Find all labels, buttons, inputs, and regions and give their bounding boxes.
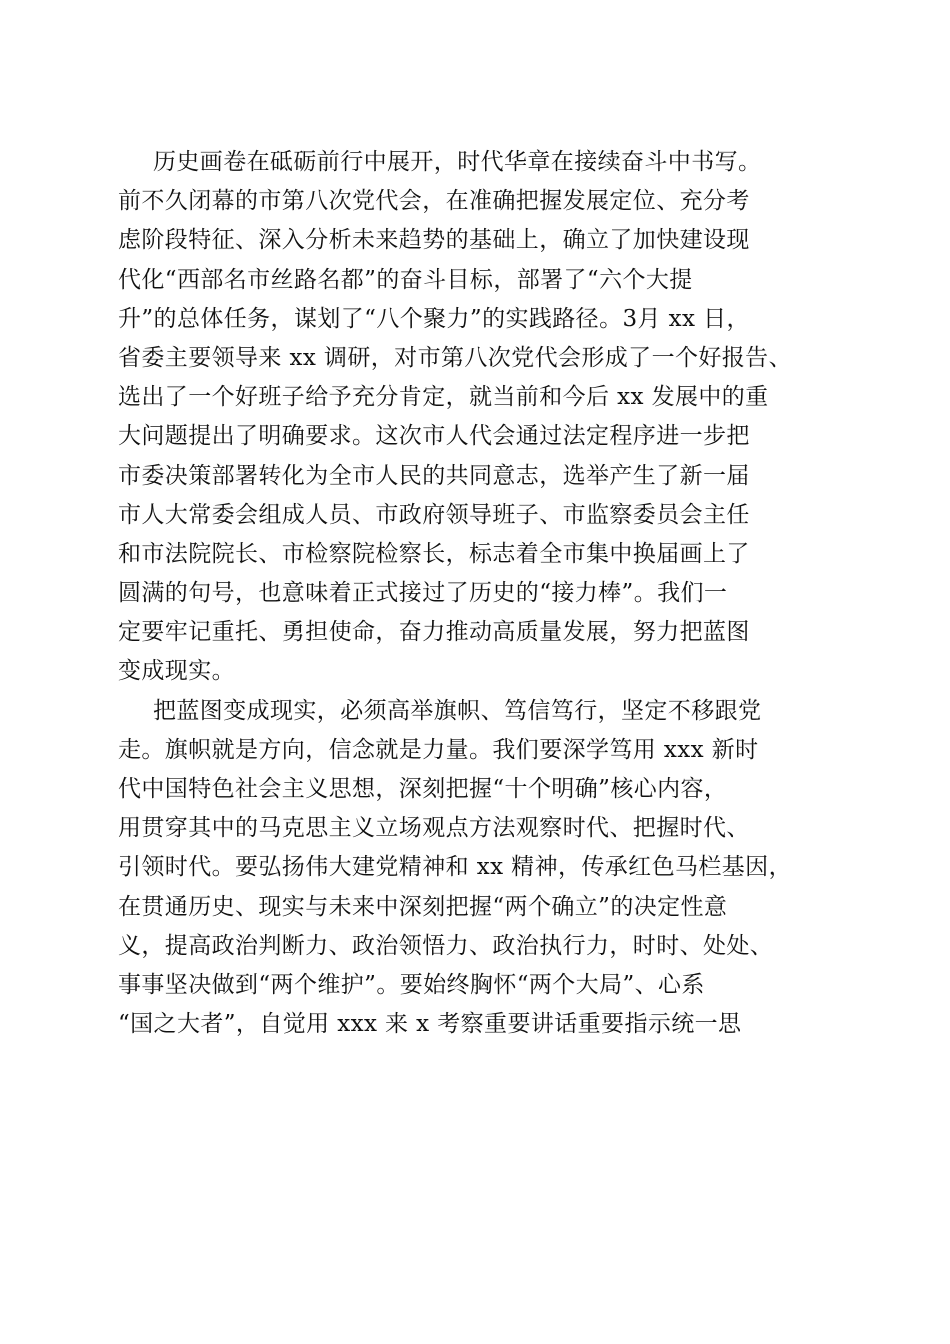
text-line: 把蓝图变成现实，必须高举旗帜、笃信笃行，坚定不移跟党 xyxy=(153,697,762,724)
text-line: 升”的总体任务，谋划了“八个聚力”的实践路径。3月 xx 日， xyxy=(118,305,750,332)
text-line: 圆满的句号，也意味着正式接过了历史的“接力棒”。我们一 xyxy=(118,580,728,607)
text-line: 历史画卷在砥砺前行中展开，时代华章在接续奋斗中书写。 xyxy=(153,149,762,175)
text-line: 省委主要领导来 xx 调研，对市第八次党代会形成了一个好报告、 xyxy=(118,344,792,371)
document-body xyxy=(118,143,838,1044)
text-line: 选出了一个好班子给予充分肯定，就当前和今后 xx 发展中的重 xyxy=(118,384,769,411)
paragraph xyxy=(118,692,838,1045)
text-line: 大问题提出了明确要求。这次市人代会通过法定程序进一步把 xyxy=(118,423,750,450)
text-line: 前不久闭幕的市第八次党代会，在准确把握发展定位、充分考 xyxy=(118,188,750,215)
text-line: 代化“西部名市丝路名都”的奋斗目标，部署了“六个大提 xyxy=(118,266,693,293)
paragraph xyxy=(118,143,838,692)
text-line: 虑阶段特征、深入分析未来趋势的基础上，确立了加快建设现 xyxy=(118,227,750,254)
text-line: 用贯穿其中的马克思主义立场观点方法观察时代、把握时代、 xyxy=(118,815,750,842)
text-line: 市委决策部署转化为全市人民的共同意志，选举产生了新一届 xyxy=(118,462,750,489)
text-line: 市人大常委会组成人员、市政府领导班子、市监察委员会主任 xyxy=(118,501,750,528)
text-line: 在贯通历史、现实与未来中深刻把握“两个确立”的决定性意 xyxy=(118,893,728,920)
text-line: 引领时代。要弘扬伟大建党精神和 xx 精神，传承红色马栏基因， xyxy=(118,854,792,881)
text-line: 走。旗帜就是方向，信念就是力量。我们要深学笃用 xxx 新时 xyxy=(118,736,759,763)
text-line: 和市法院院长、市检察院检察长，标志着全市集中换届画上了 xyxy=(118,540,750,567)
text-line: 义，提高政治判断力、政治领悟力、政治执行力，时时、处处、 xyxy=(118,932,774,959)
text-line: “国之大者”，自觉用 xxx 来 x 考察重要讲话重要指示统一思 xyxy=(118,1011,742,1038)
text-line: 定要牢记重托、勇担使命，奋力推动高质量发展，努力把蓝图 xyxy=(118,619,750,646)
text-line: 事事坚决做到“两个维护”。要始终胸怀“两个大局”、心系 xyxy=(118,971,705,998)
text-line: 代中国特色社会主义思想，深刻把握“十个明确”核心内容， xyxy=(118,776,728,802)
text-line: 变成现实。 xyxy=(118,658,235,685)
